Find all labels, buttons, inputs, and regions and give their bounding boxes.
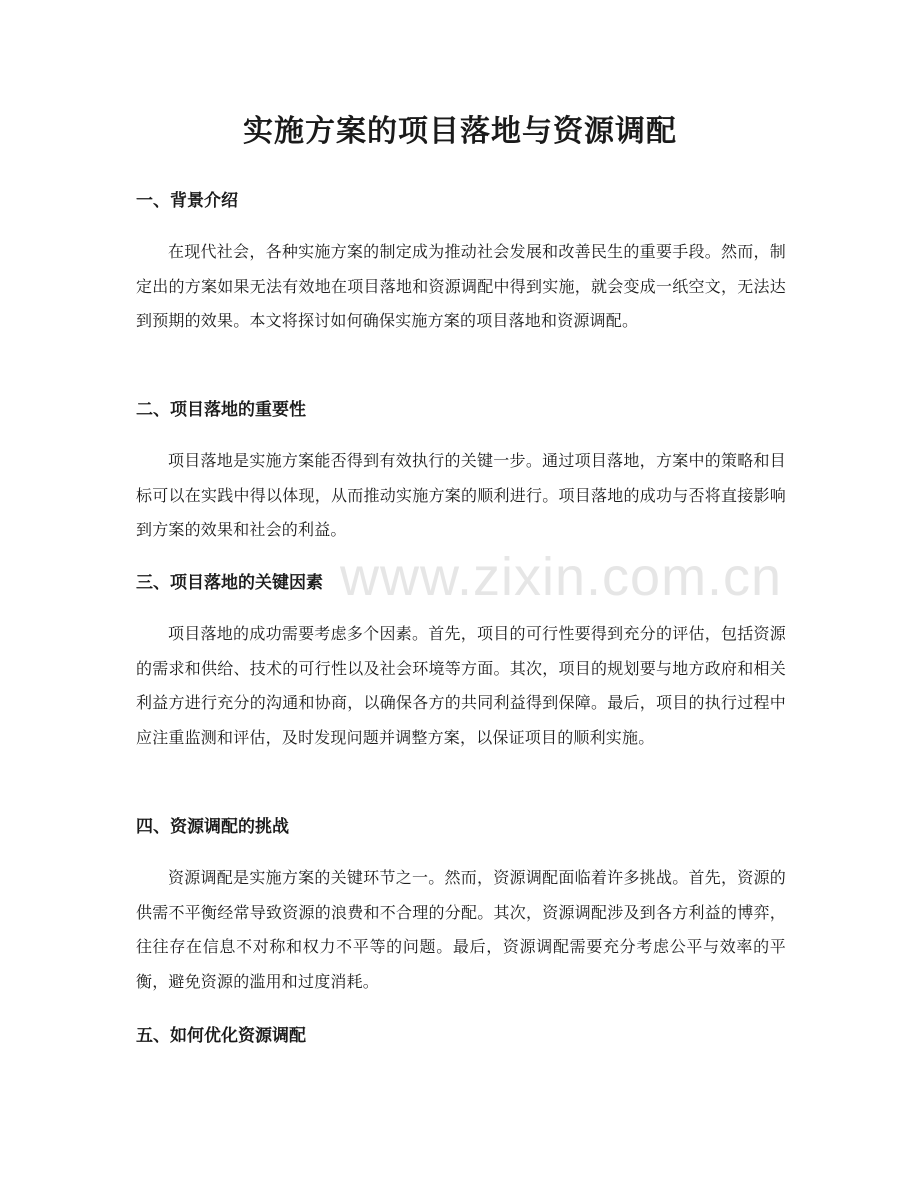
section-key-factors bbox=[136, 571, 786, 755]
document-title: 实施方案的项目落地与资源调配 bbox=[243, 114, 677, 149]
watermark: www.zixin.com.cn bbox=[340, 547, 783, 607]
section-paragraph: 在现代社会，各种实施方案的制定成为推动社会发展和改善民生的重要手段。然而，制定出的方案如果无法有效地在项目落地和资源调配中得到实施，就会变成一纸空文，无法达到预期的效果。本文将探讨如何确保实施方案的项目落地和资源调配。 bbox=[136, 242, 786, 330]
section-paragraph: 项目落地是实施方案能否得到有效执行的关键一步。通过项目落地，方案中的策略和目标可以在实践中得以体现，从而推动实施方案的顺利进行。项目落地的成功与否将直接影响到方案的效果和社会的利益。 bbox=[136, 451, 786, 539]
section-heading: 一、背景介绍 bbox=[136, 191, 238, 211]
section-background bbox=[136, 189, 786, 339]
section-paragraph: 资源调配是实施方案的关键环节之一。然而，资源调配面临着许多挑战。首先，资源的供需不平衡经常导致资源的浪费和不合理的分配。其次，资源调配涉及到各方利益的博弈，往往存在信息不对称和权力不平等的问题。最后，资源调配需要充分考虑公平与效率的平衡，避免资源的滥用和过度消耗。 bbox=[136, 868, 786, 991]
section-paragraph: 项目落地的成功需要考虑多个因素。首先，项目的可行性要得到充分的评估，包括资源的需求和供给、技术的可行性以及社会环境等方面。其次，项目的规划要与地方政府和相关利益方进行充分的沟通和协商，以确保各方的共同利益得到保障。最后，项目的执行过程中应注重监测和评估，及时发现问题并调整方案，以保证项目的顺利实施。 bbox=[136, 624, 786, 747]
section-importance bbox=[136, 398, 786, 548]
section-heading: 二、项目落地的重要性 bbox=[136, 400, 306, 420]
section-heading: 四、资源调配的挑战 bbox=[136, 817, 289, 837]
section-challenges bbox=[136, 815, 786, 999]
section-heading: 三、项目落地的关键因素 bbox=[136, 573, 323, 593]
section-heading: 五、如何优化资源调配 bbox=[136, 1026, 306, 1046]
section-optimize bbox=[136, 1024, 786, 1048]
